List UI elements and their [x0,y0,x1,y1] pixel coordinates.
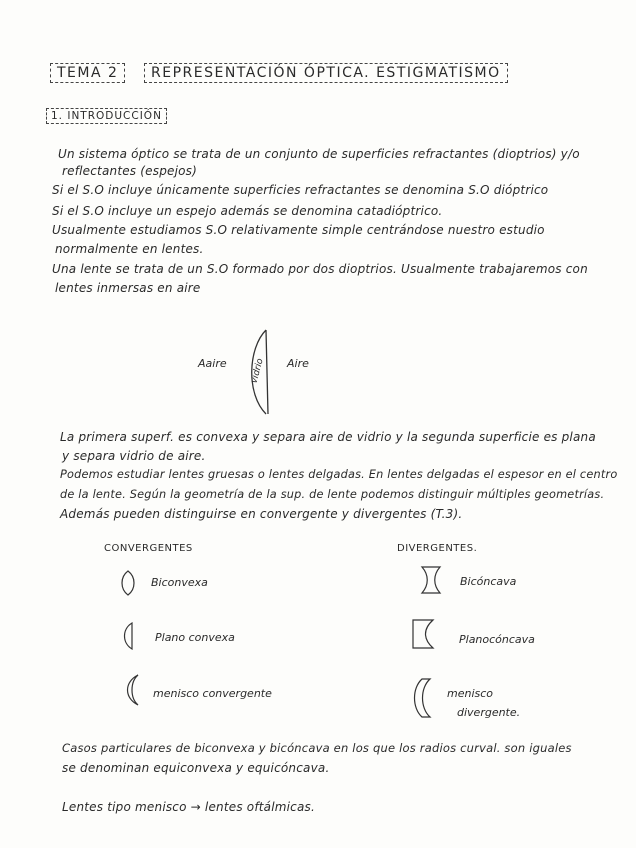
lens-label-plano-convexa: Plano convexa [155,631,235,644]
convergentes-heading: CONVERGENTES [104,543,193,554]
page-title: REPRESENTACIÓN ÓPTICA. ESTIGMATISMO [144,63,508,83]
text-line: Usualmente estudiamos S.O relativamente simple centrándose nuestro estudio [52,223,545,237]
meniscus-convergent-lens-icon [122,674,142,706]
divergentes-heading: DIVERGENTES. [397,543,478,554]
meniscus-divergent-lens-icon [410,678,432,718]
biconcave-lens-icon [420,566,442,594]
text-line: Casos particulares de biconvexa y bicóncava en los que los radios curval. son iguales [62,741,572,755]
lens-label-biconvexa: Biconvexa [151,576,208,589]
lens-label-menisco: menisco [447,687,494,700]
text-line: lentes inmersas en aire [55,281,201,295]
text-line: La primera superf. es convexa y separa aire de vidrio y la segunda superficie es plana [60,430,596,444]
plano-convex-lens-icon [120,622,136,650]
biconvex-lens-icon [120,570,136,596]
diagram-label-right: Aire [287,357,309,370]
lens-label-biconcava: Bicóncava [460,575,517,588]
plano-concave-lens-icon [411,619,437,649]
diagram-label-left: Aaire [198,357,227,370]
lens-label-menisco-convergente: menisco convergente [153,687,272,700]
tema-label: TEMA 2 [50,63,125,83]
text-line: de la lente. Según la geometría de la sup. de lente podemos distinguir múltiples geometrías. [60,488,605,501]
text-line: Podemos estudiar lentes gruesas o lentes delgadas. En lentes delgadas el espesor en el centro [60,468,618,481]
text-line: Un sistema óptico se trata de un conjunto de superficies refractantes (dioptrios) y/o [58,147,580,161]
section-heading: 1. INTRODUCCIÓN [46,108,167,124]
footer-note: Lentes tipo menisco → lentes oftálmicas. [62,800,316,814]
text-line: Si el S.O incluye únicamente superficies refractantes se denomina S.O dióptrico [52,183,549,197]
text-line: Además pueden distinguirse en convergente y divergentes (T.3). [60,507,463,521]
diagram-label-center: vidrio [249,357,266,385]
text-line: Una lente se trata de un S.O formado por dos dioptrios. Usualmente trabajaremos con [52,262,588,276]
text-line: reflectantes (espejos) [62,164,197,178]
text-line: y separa vidrio de aire. [62,449,206,463]
text-line: se denominan equiconvexa y equicóncava. [62,761,330,775]
lens-label-divergente: divergente. [457,706,521,719]
text-line: Si el S.O incluye un espejo además se denomina catadióptrico. [52,204,443,218]
lens-label-planoconcava: Planocóncava [459,633,535,646]
text-line: normalmente en lentes. [55,242,204,256]
